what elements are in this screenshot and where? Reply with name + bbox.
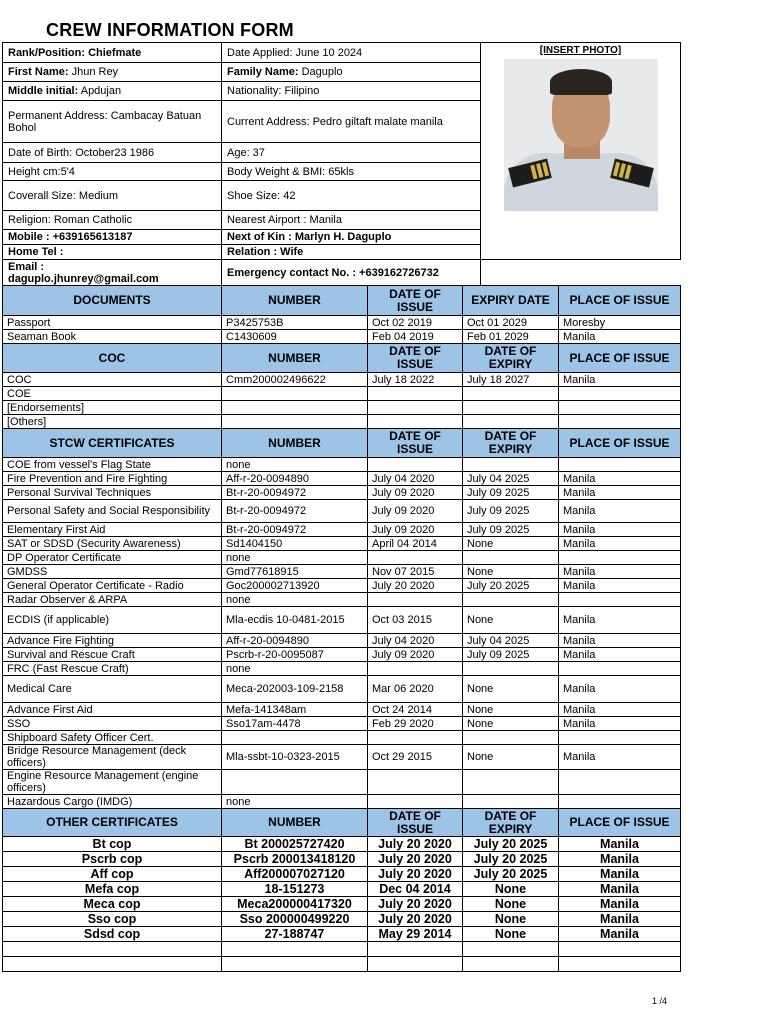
- stcw-cell: FRC (Fast Rescue Craft): [3, 662, 222, 676]
- stcw-cell: Pscrb-r-20-0095087: [222, 648, 368, 662]
- other-cell: [222, 957, 368, 972]
- coc-cell: COC: [3, 373, 222, 387]
- stcw-cell: [559, 731, 681, 745]
- stcw-header-cell: NUMBER: [222, 429, 368, 458]
- body-weight-cell: Body Weight & BMI: 65kls: [222, 163, 481, 181]
- stcw-cell: [368, 731, 463, 745]
- mobile-cell: Mobile : +639165613187: [3, 230, 222, 245]
- stcw-row: [3, 500, 681, 523]
- other-cell: None: [463, 927, 559, 942]
- documents-header-cell: PLACE OF ISSUE: [559, 286, 681, 316]
- stcw-cell: Nov 07 2015: [368, 565, 463, 579]
- stcw-cell: [463, 593, 559, 607]
- coc-header-cell: COC: [3, 344, 222, 373]
- documents-header-cell: DATE OF ISSUE: [368, 286, 463, 316]
- stcw-row: [3, 579, 681, 593]
- coc-cell: [463, 387, 559, 401]
- stcw-cell: [559, 593, 681, 607]
- stcw-cell: July 09 2025: [463, 500, 559, 523]
- email-cell: Email : daguplo.jhunrey@gmail.com: [3, 260, 222, 287]
- nationality-cell: Nationality: Filipino: [222, 82, 481, 101]
- stcw-header-cell: STCW CERTIFICATES: [3, 429, 222, 458]
- stcw-cell: [368, 770, 463, 795]
- documents-cell: Manila: [559, 330, 681, 344]
- age-cell: Age: 37: [222, 143, 481, 163]
- stcw-cell: Oct 29 2015: [368, 745, 463, 770]
- coc-row: [3, 401, 681, 415]
- other-row: [3, 897, 681, 912]
- stcw-cell: [559, 770, 681, 795]
- other-cell: Manila: [559, 867, 681, 882]
- stcw-cell: None: [463, 703, 559, 717]
- stcw-header-cell: DATE OF EXPIRY: [463, 429, 559, 458]
- other-cell: [3, 957, 222, 972]
- stcw-cell: [463, 551, 559, 565]
- other-cell: July 20 2020: [368, 837, 463, 852]
- stcw-cell: Radar Observer & ARPA: [3, 593, 222, 607]
- crew-photo: [504, 59, 658, 211]
- stcw-cell: July 09 2025: [463, 486, 559, 500]
- stcw-row: [3, 607, 681, 634]
- stcw-header-row: [3, 429, 681, 458]
- stcw-cell: Manila: [559, 648, 681, 662]
- stcw-cell: [368, 795, 463, 809]
- coc-cell: July 18 2022: [368, 373, 463, 387]
- stcw-cell: ECDIS (if applicable): [3, 607, 222, 634]
- stcw-cell: Bt-r-20-0094972: [222, 500, 368, 523]
- stcw-cell: July 20 2025: [463, 579, 559, 593]
- stcw-cell: Advance Fire Fighting: [3, 634, 222, 648]
- other-header-cell: DATE OF ISSUE: [368, 809, 463, 837]
- stcw-cell: DP Operator Certificate: [3, 551, 222, 565]
- coc-row: [3, 387, 681, 401]
- stcw-cell: Mla-ssbt-10-0323-2015: [222, 745, 368, 770]
- stcw-cell: Sd1404150: [222, 537, 368, 551]
- stcw-cell: Personal Survival Techniques: [3, 486, 222, 500]
- stcw-row: [3, 717, 681, 731]
- stcw-cell: none: [222, 795, 368, 809]
- other-cell: None: [463, 897, 559, 912]
- airport-cell: Nearest Airport : Manila: [222, 211, 481, 230]
- form-title: CREW INFORMATION FORM: [46, 20, 294, 40]
- stcw-cell: [368, 551, 463, 565]
- dob-cell: Date of Birth: October23 1986: [3, 143, 222, 163]
- other-cell: [3, 942, 222, 957]
- coc-header-cell: DATE OF ISSUE: [368, 344, 463, 373]
- other-cell: [559, 942, 681, 957]
- stcw-row: [3, 795, 681, 809]
- stcw-cell: Oct 03 2015: [368, 607, 463, 634]
- stcw-cell: COE from vessel's Flag State: [3, 458, 222, 472]
- middle-initial-cell: Middle initial: Apdujan: [3, 82, 222, 101]
- stcw-row: [3, 458, 681, 472]
- stcw-cell: Hazardous Cargo (IMDG): [3, 795, 222, 809]
- stcw-cell: [368, 458, 463, 472]
- stcw-cell: July 09 2020: [368, 500, 463, 523]
- stcw-cell: July 09 2025: [463, 523, 559, 537]
- other-cell: Sso cop: [3, 912, 222, 927]
- other-header-row: [3, 809, 681, 837]
- stcw-cell: Medical Care: [3, 676, 222, 703]
- other-cell: July 20 2020: [368, 897, 463, 912]
- other-cell: Meca cop: [3, 897, 222, 912]
- other-cell: July 20 2025: [463, 837, 559, 852]
- stcw-cell: Aff-r-20-0094890: [222, 634, 368, 648]
- stcw-cell: July 09 2020: [368, 486, 463, 500]
- other-cell: [368, 957, 463, 972]
- other-cell: July 20 2025: [463, 867, 559, 882]
- stcw-cell: Manila: [559, 634, 681, 648]
- stcw-row: [3, 565, 681, 579]
- shoe-size-cell: Shoe Size: 42: [222, 181, 481, 211]
- stcw-cell: Sso17am-4478: [222, 717, 368, 731]
- stcw-cell: Manila: [559, 537, 681, 551]
- stcw-cell: Mar 06 2020: [368, 676, 463, 703]
- stcw-cell: None: [463, 676, 559, 703]
- other-header-cell: PLACE OF ISSUE: [559, 809, 681, 837]
- stcw-cell: Manila: [559, 523, 681, 537]
- stcw-cell: Manila: [559, 486, 681, 500]
- family-name-cell: Family Name: Daguplo: [222, 63, 481, 82]
- coc-cell: [222, 387, 368, 401]
- stcw-cell: Manila: [559, 500, 681, 523]
- other-cell: Manila: [559, 912, 681, 927]
- stcw-row: [3, 551, 681, 565]
- stcw-cell: [222, 770, 368, 795]
- stcw-cell: July 09 2020: [368, 648, 463, 662]
- documents-header-cell: NUMBER: [222, 286, 368, 316]
- stcw-row: [3, 770, 681, 795]
- photo-cell: [481, 43, 681, 260]
- coc-cell: [222, 415, 368, 429]
- stcw-cell: [559, 795, 681, 809]
- other-row: [3, 957, 681, 972]
- other-row: [3, 837, 681, 852]
- stcw-cell: None: [463, 565, 559, 579]
- other-cell: July 20 2020: [368, 852, 463, 867]
- documents-cell: Feb 01 2029: [463, 330, 559, 344]
- other-header-cell: OTHER CERTIFICATES: [3, 809, 222, 837]
- stcw-cell: July 04 2020: [368, 472, 463, 486]
- coc-cell: [559, 401, 681, 415]
- coc-row: [3, 415, 681, 429]
- stcw-cell: Shipboard Safety Officer Cert.: [3, 731, 222, 745]
- coc-cell: [463, 401, 559, 415]
- coc-cell: [Endorsements]: [3, 401, 222, 415]
- other-cell: Pscrb 200013418120: [222, 852, 368, 867]
- stcw-cell: Mla-ecdis 10-0481-2015: [222, 607, 368, 634]
- stcw-cell: Meca-202003-109-2158: [222, 676, 368, 703]
- stcw-cell: Manila: [559, 676, 681, 703]
- stcw-row: [3, 648, 681, 662]
- stcw-row: [3, 634, 681, 648]
- coc-cell: [368, 401, 463, 415]
- stcw-cell: Manila: [559, 607, 681, 634]
- other-cell: Pscrb cop: [3, 852, 222, 867]
- other-cell: [463, 942, 559, 957]
- other-cell: Sdsd cop: [3, 927, 222, 942]
- documents-row: [3, 330, 681, 344]
- next-of-kin-cell: Next of Kin : Marlyn H. Daguplo: [222, 230, 481, 245]
- stcw-row: [3, 472, 681, 486]
- stcw-header-cell: DATE OF ISSUE: [368, 429, 463, 458]
- stcw-row: [3, 537, 681, 551]
- stcw-row: [3, 731, 681, 745]
- other-cell: None: [463, 912, 559, 927]
- date-applied-cell: Date Applied: June 10 2024: [222, 43, 481, 63]
- stcw-cell: Manila: [559, 472, 681, 486]
- stcw-cell: Manila: [559, 703, 681, 717]
- stcw-cell: none: [222, 551, 368, 565]
- stcw-cell: July 04 2020: [368, 634, 463, 648]
- stcw-header-cell: PLACE OF ISSUE: [559, 429, 681, 458]
- stcw-cell: [463, 770, 559, 795]
- documents-header-row: [3, 286, 681, 316]
- documents-cell: C1430609: [222, 330, 368, 344]
- stcw-cell: None: [463, 537, 559, 551]
- coc-cell: [222, 401, 368, 415]
- other-cell: 18-151273: [222, 882, 368, 897]
- stcw-cell: Gmd77618915: [222, 565, 368, 579]
- other-cell: Manila: [559, 897, 681, 912]
- other-row: [3, 912, 681, 927]
- stcw-row: [3, 523, 681, 537]
- other-cell: Manila: [559, 852, 681, 867]
- other-cell: 27-188747: [222, 927, 368, 942]
- stcw-cell: Aff-r-20-0094890: [222, 472, 368, 486]
- stcw-cell: Engine Resource Management (engine officers): [3, 770, 222, 795]
- documents-header-cell: EXPIRY DATE: [463, 286, 559, 316]
- other-row: [3, 927, 681, 942]
- coc-cell: COE: [3, 387, 222, 401]
- current-address-cell: Current Address: Pedro giltaft malate manila: [222, 101, 481, 143]
- permanent-address-cell: Permanent Address: Cambacay Batuan Bohol: [3, 101, 222, 143]
- coc-cell: [463, 415, 559, 429]
- stcw-cell: July 09 2020: [368, 523, 463, 537]
- stcw-cell: July 09 2025: [463, 648, 559, 662]
- coc-header-row: [3, 344, 681, 373]
- stcw-cell: [559, 662, 681, 676]
- other-cell: [559, 957, 681, 972]
- stcw-cell: Survival and Rescue Craft: [3, 648, 222, 662]
- other-cell: Manila: [559, 927, 681, 942]
- other-cell: July 20 2020: [368, 867, 463, 882]
- stcw-cell: SSO: [3, 717, 222, 731]
- photo-label: [INSERT PHOTO]: [539, 45, 622, 56]
- stcw-cell: Advance First Aid: [3, 703, 222, 717]
- stcw-cell: Personal Safety and Social Responsibility: [3, 500, 222, 523]
- stcw-cell: [559, 458, 681, 472]
- stcw-cell: GMDSS: [3, 565, 222, 579]
- documents-cell: Oct 02 2019: [368, 316, 463, 330]
- other-header-cell: NUMBER: [222, 809, 368, 837]
- documents-cell: Seaman Book: [3, 330, 222, 344]
- coc-row: [3, 373, 681, 387]
- other-cell: Aff cop: [3, 867, 222, 882]
- stcw-row: [3, 593, 681, 607]
- stcw-cell: none: [222, 593, 368, 607]
- other-cell: Sso 200000499220: [222, 912, 368, 927]
- coc-cell: Manila: [559, 373, 681, 387]
- stcw-cell: General Operator Certificate - Radio: [3, 579, 222, 593]
- other-cell: July 20 2025: [463, 852, 559, 867]
- relation-cell: Relation : Wife: [222, 245, 481, 260]
- other-cell: Meca200000417320: [222, 897, 368, 912]
- coc-cell: [368, 415, 463, 429]
- other-cell: July 20 2020: [368, 912, 463, 927]
- personal-info-table: [2, 42, 681, 287]
- stcw-cell: none: [222, 458, 368, 472]
- stcw-cell: [463, 795, 559, 809]
- coc-header-cell: DATE OF EXPIRY: [463, 344, 559, 373]
- other-row: [3, 852, 681, 867]
- other-cell: May 29 2014: [368, 927, 463, 942]
- other-row: [3, 867, 681, 882]
- stcw-cell: Manila: [559, 745, 681, 770]
- coc-header-cell: NUMBER: [222, 344, 368, 373]
- other-cell: Dec 04 2014: [368, 882, 463, 897]
- other-row: [3, 942, 681, 957]
- stcw-cell: [463, 458, 559, 472]
- stcw-cell: Manila: [559, 579, 681, 593]
- coc-cell: [559, 387, 681, 401]
- other-cell: Manila: [559, 837, 681, 852]
- stcw-cell: Mefa-141348am: [222, 703, 368, 717]
- page-number: 1 /4: [652, 996, 668, 1006]
- other-header-cell: DATE OF EXPIRY: [463, 809, 559, 837]
- documents-cell: Passport: [3, 316, 222, 330]
- other-row: [3, 882, 681, 897]
- other-cell: None: [463, 882, 559, 897]
- stcw-cell: None: [463, 607, 559, 634]
- coverall-cell: Coverall Size: Medium: [3, 181, 222, 211]
- other-cell: [222, 942, 368, 957]
- stcw-cell: SAT or SDSD (Security Awareness): [3, 537, 222, 551]
- coc-header-cell: PLACE OF ISSUE: [559, 344, 681, 373]
- other-cell: Aff200007027120: [222, 867, 368, 882]
- stcw-cell: Oct 24 2014: [368, 703, 463, 717]
- certificates-table: [2, 285, 681, 972]
- documents-cell: Moresby: [559, 316, 681, 330]
- stcw-row: [3, 745, 681, 770]
- coc-cell: [559, 415, 681, 429]
- other-cell: [368, 942, 463, 957]
- stcw-cell: None: [463, 717, 559, 731]
- stcw-cell: Bt-r-20-0094972: [222, 523, 368, 537]
- stcw-cell: April 04 2014: [368, 537, 463, 551]
- stcw-cell: Bt-r-20-0094972: [222, 486, 368, 500]
- stcw-cell: [463, 662, 559, 676]
- other-cell: [463, 957, 559, 972]
- coc-cell: [368, 387, 463, 401]
- stcw-cell: July 20 2020: [368, 579, 463, 593]
- other-cell: Bt 200025727420: [222, 837, 368, 852]
- other-cell: Bt cop: [3, 837, 222, 852]
- rank-cell: Rank/Position: Chiefmate: [3, 43, 222, 63]
- coc-cell: July 18 2027: [463, 373, 559, 387]
- stcw-cell: [463, 731, 559, 745]
- religion-cell: Religion: Roman Catholic: [3, 211, 222, 230]
- stcw-cell: Feb 29 2020: [368, 717, 463, 731]
- documents-row: [3, 316, 681, 330]
- stcw-cell: Goc200002713920: [222, 579, 368, 593]
- stcw-cell: July 04 2025: [463, 634, 559, 648]
- stcw-row: [3, 486, 681, 500]
- coc-cell: Cmm200002496622: [222, 373, 368, 387]
- documents-cell: Feb 04 2019: [368, 330, 463, 344]
- stcw-cell: Fire Prevention and Fire Fighting: [3, 472, 222, 486]
- stcw-cell: Elementary First Aid: [3, 523, 222, 537]
- stcw-cell: [559, 551, 681, 565]
- stcw-row: [3, 703, 681, 717]
- documents-cell: P3425753B: [222, 316, 368, 330]
- documents-cell: Oct 01 2029: [463, 316, 559, 330]
- other-cell: Manila: [559, 882, 681, 897]
- home-tel-cell: Home Tel :: [3, 245, 222, 260]
- stcw-cell: [368, 593, 463, 607]
- stcw-cell: None: [463, 745, 559, 770]
- coc-cell: [Others]: [3, 415, 222, 429]
- stcw-row: [3, 676, 681, 703]
- stcw-row: [3, 662, 681, 676]
- stcw-cell: none: [222, 662, 368, 676]
- stcw-cell: July 04 2025: [463, 472, 559, 486]
- first-name-cell: First Name: Jhun Rey: [3, 63, 222, 82]
- height-cell: Height cm:5'4: [3, 163, 222, 181]
- stcw-cell: [222, 731, 368, 745]
- stcw-cell: Manila: [559, 717, 681, 731]
- other-cell: Mefa cop: [3, 882, 222, 897]
- emergency-contact-cell: Emergency contact No. : +639162726732: [222, 260, 481, 287]
- stcw-cell: [368, 662, 463, 676]
- stcw-cell: Manila: [559, 565, 681, 579]
- documents-header-cell: DOCUMENTS: [3, 286, 222, 316]
- stcw-cell: Bridge Resource Management (deck officers): [3, 745, 222, 770]
